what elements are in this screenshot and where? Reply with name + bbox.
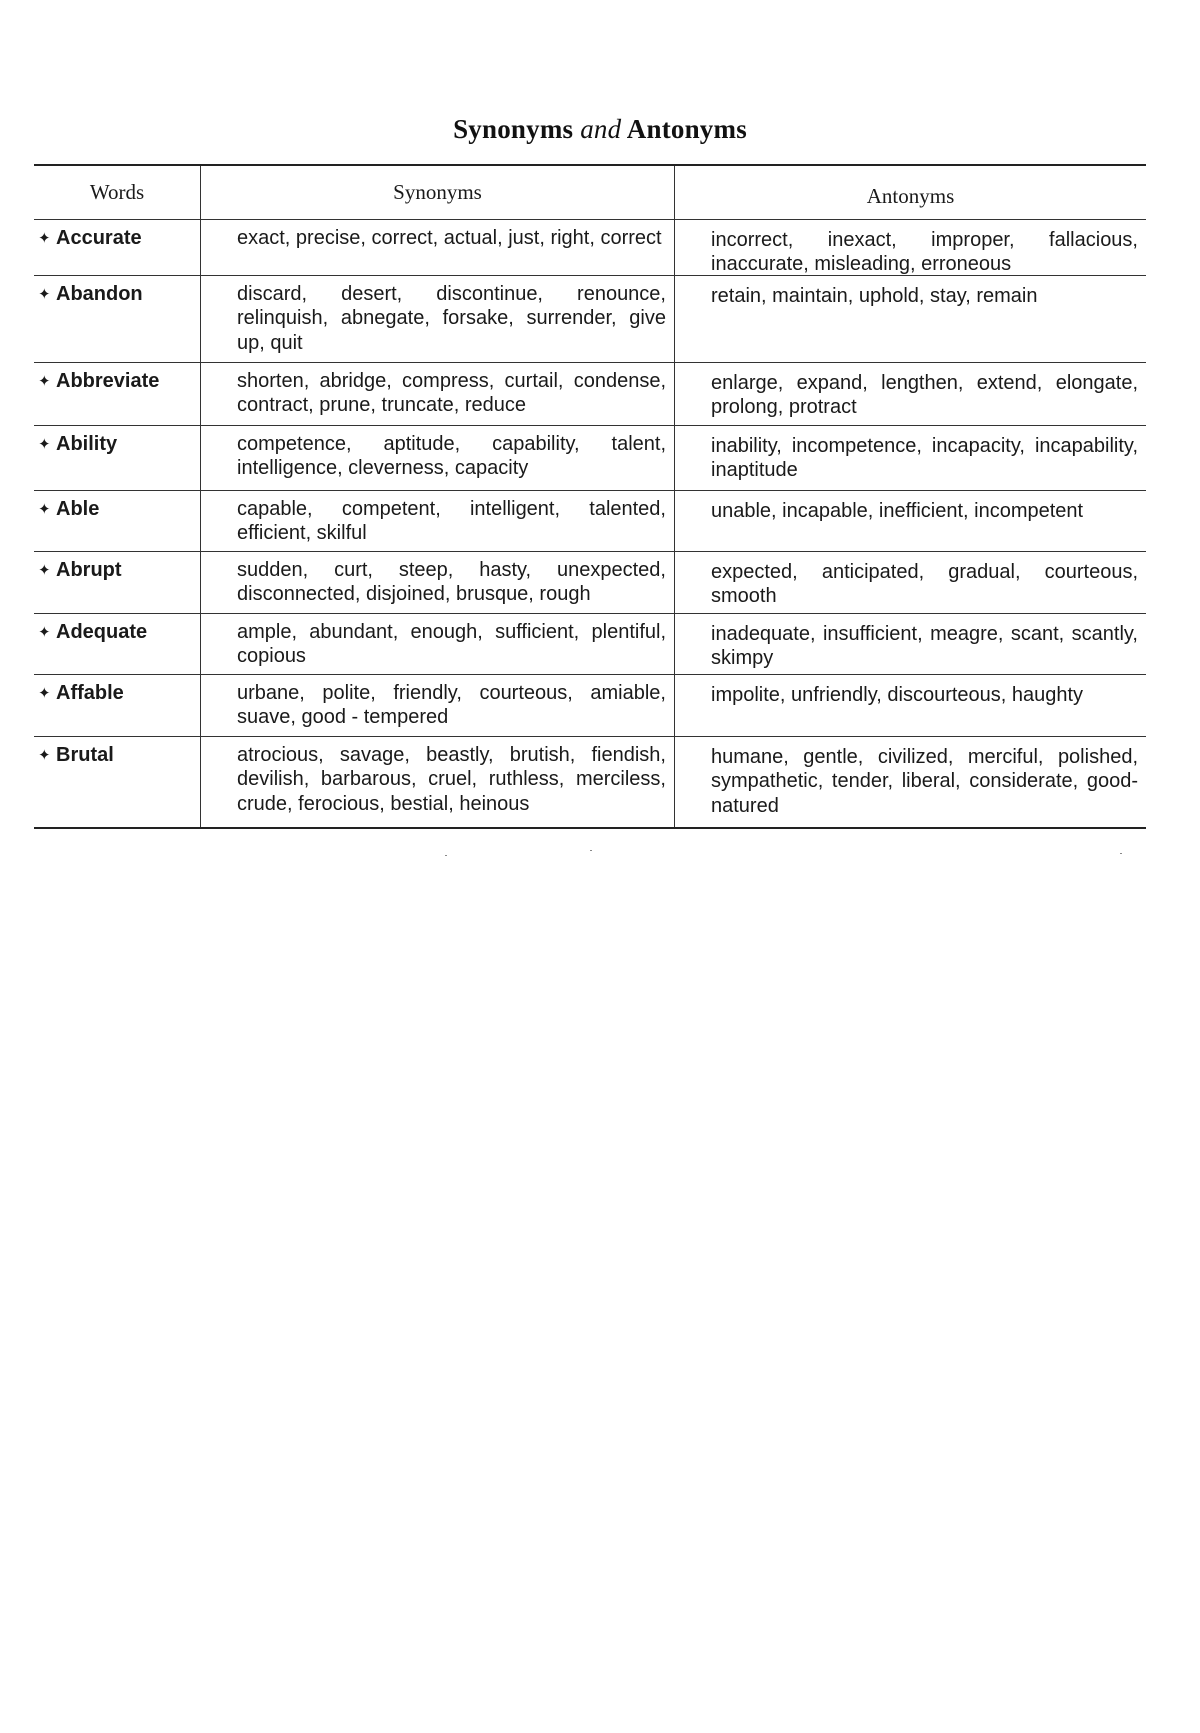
synonyms-cell: competence, aptitude, capability, talent, intelligence, cleverness, capacity xyxy=(200,426,674,490)
antonyms-cell: impolite, unfriendly, discourteous, haughty xyxy=(674,675,1146,736)
synonyms-cell: atrocious, savage, beastly, brutish, fiendish, devilish, barbarous, cruel, ruthless, merciless, crude, ferocious, bestial, heinous xyxy=(200,737,674,827)
antonyms-cell: retain, maintain, uphold, stay, remain xyxy=(674,276,1146,362)
synonyms-cell: shorten, abridge, compress, curtail, condense, contract, prune, truncate, reduce xyxy=(200,363,674,425)
synonyms-cell: sudden, curt, steep, hasty, unexpected, disconnected, disjoined, brusque, rough xyxy=(200,552,674,613)
table-row xyxy=(34,220,1146,276)
word-cell xyxy=(34,614,200,675)
bullet-icon: ✦ xyxy=(38,285,51,303)
synonyms-antonyms-table xyxy=(34,164,1146,829)
word-cell xyxy=(34,552,200,613)
title-synonyms-word: Synonyms xyxy=(453,114,574,144)
antonyms-cell: incorrect, inexact, improper, fallacious, inaccurate, misleading, erroneous xyxy=(674,220,1146,281)
table-row xyxy=(34,552,1146,614)
table-row xyxy=(34,426,1146,491)
word-text: Able xyxy=(56,497,100,520)
word-cell xyxy=(34,276,200,362)
table-row xyxy=(34,276,1146,363)
antonyms-cell: enlarge, expand, lengthen, extend, elongate, prolong, protract xyxy=(674,363,1146,425)
title-and-word: and xyxy=(580,114,622,144)
word-cell xyxy=(34,491,200,551)
antonyms-cell: inability, incompetence, incapacity, incapability, inaptitude xyxy=(674,426,1146,490)
word-text: Accurate xyxy=(56,226,142,249)
bullet-icon: ✦ xyxy=(38,684,51,702)
antonyms-cell: humane, gentle, civilized, merciful, polished, sympathetic, tender, liberal, considerate, good-natured xyxy=(674,737,1146,827)
scan-speck xyxy=(445,855,447,856)
synonyms-cell: urbane, polite, friendly, courteous, amiable, suave, good - tempered xyxy=(200,675,674,736)
word-text: Adequate xyxy=(56,620,148,643)
word-text: Affable xyxy=(56,681,124,704)
word-text: Brutal xyxy=(56,743,114,766)
bullet-icon: ✦ xyxy=(38,561,51,579)
word-cell xyxy=(34,363,200,425)
bullet-icon: ✦ xyxy=(38,746,51,764)
bullet-icon: ✦ xyxy=(38,500,51,518)
synonyms-cell: discard, desert, discontinue, renounce, relinquish, abnegate, forsake, surrender, give up, quit xyxy=(200,276,674,362)
bullet-icon: ✦ xyxy=(38,435,51,453)
page-title xyxy=(0,114,1200,145)
synonyms-cell: capable, competent, intelligent, talented, efficient, skilful xyxy=(200,491,674,551)
header-synonyms: Synonyms xyxy=(200,166,674,219)
bullet-icon: ✦ xyxy=(38,623,51,641)
bullet-icon: ✦ xyxy=(38,372,51,390)
word-cell xyxy=(34,737,200,827)
title-antonyms-word: Antonyms xyxy=(626,114,747,144)
word-cell xyxy=(34,426,200,490)
word-text: Abrupt xyxy=(56,558,122,581)
header-antonyms: Antonyms xyxy=(674,166,1146,219)
antonyms-cell: inadequate, insufficient, meagre, scant, scantly, skimpy xyxy=(674,614,1146,675)
table-row xyxy=(34,675,1146,737)
word-cell xyxy=(34,220,200,281)
antonyms-cell: unable, incapable, inefficient, incompetent xyxy=(674,491,1146,551)
word-cell xyxy=(34,675,200,736)
synonyms-cell: exact, precise, correct, actual, just, right, correct xyxy=(200,220,674,281)
word-text: Ability xyxy=(56,432,118,455)
table-row xyxy=(34,491,1146,552)
antonyms-cell: expected, anticipated, gradual, courteous, smooth xyxy=(674,552,1146,613)
scan-speck xyxy=(1120,853,1122,854)
table-row xyxy=(34,614,1146,675)
table-row xyxy=(34,363,1146,426)
word-text: Abandon xyxy=(56,282,143,305)
synonyms-cell: ample, abundant, enough, sufficient, plentiful, copious xyxy=(200,614,674,675)
scan-speck xyxy=(590,850,592,851)
table-header-row xyxy=(34,166,1146,220)
table-row xyxy=(34,737,1146,827)
word-text: Abbreviate xyxy=(56,369,160,392)
bullet-icon: ✦ xyxy=(38,229,51,247)
header-words: Words xyxy=(89,180,145,204)
